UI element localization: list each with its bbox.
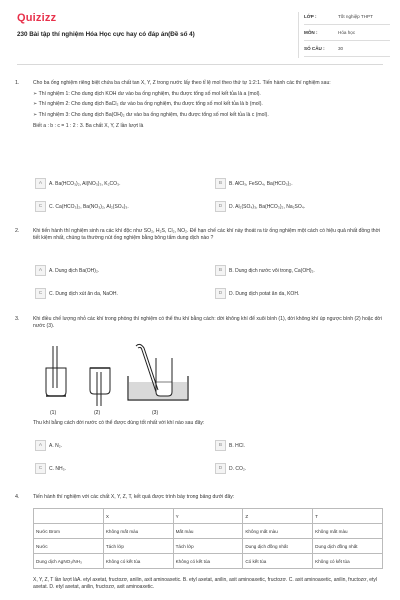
option-letter: D bbox=[215, 201, 226, 212]
table-row bbox=[34, 539, 383, 554]
option-text: A. N₂. bbox=[49, 442, 63, 449]
option-text: A. Dung dịch Ba(OH)₂. bbox=[49, 267, 100, 274]
option-d[interactable] bbox=[215, 201, 385, 212]
apparatus-label-2: (2) bbox=[94, 410, 101, 416]
option-text: A. Ba(HCO₃)₂, Al(NO₃)₃, K₂CO₃. bbox=[49, 180, 121, 187]
option-b[interactable] bbox=[215, 178, 385, 189]
table-row bbox=[34, 524, 383, 539]
question-4-answers: X, Y, Z, T lần lượt làA. etyl axetat, fructozơ, anilin, axit aminoaxetic. B. etyl axetat, anilin, axit aminoaxetic, fructozơ. C. axit aminoaxetic, anilin, fructozơ, etyl axetat. D. etyl axetat, anilin, fructozơ, axit aminoaxetic. bbox=[33, 577, 378, 591]
header-rule bbox=[17, 64, 383, 65]
question-prompt: Thu khí bằng cách dời nước có thể được dùng tốt nhất với khí nào sau đây: bbox=[33, 420, 205, 426]
class-label: LỚP : bbox=[304, 14, 317, 19]
option-letter: B bbox=[215, 178, 226, 189]
subject-label: MÔN : bbox=[304, 30, 318, 35]
option-b[interactable] bbox=[215, 265, 385, 276]
question-number: 4. bbox=[15, 494, 20, 500]
apparatus-2 bbox=[90, 368, 110, 406]
experiment-2: ➢ Thí nghiệm 2: Cho dung dịch BaCl₂ dư vào ba ống nghiệm, thu được tổng số mol kết tủa là b (mol). bbox=[33, 101, 263, 108]
table-cell: X bbox=[103, 509, 173, 524]
table-cell: Tách lớp bbox=[173, 539, 243, 554]
apparatus-label-3: (3) bbox=[152, 410, 159, 416]
option-d[interactable] bbox=[215, 463, 385, 474]
apparatus-3 bbox=[128, 344, 188, 400]
option-text: D. Al₂(SO₄)₃, Ba(HCO₃)₂, Na₂SO₄. bbox=[229, 203, 306, 210]
worksheet-title: 230 Bài tập thí nghiệm Hóa Học cực hay có đáp án(Đề số 4) bbox=[17, 31, 195, 38]
table-cell: Mất màu bbox=[173, 524, 243, 539]
option-text: B. AlCl₃, FeSO₄, Ba(HCO₃)₂. bbox=[229, 180, 293, 187]
table-cell: Không có kết tủa bbox=[173, 554, 243, 569]
option-letter: C bbox=[35, 201, 46, 212]
experiment-1: ➢ Thí nghiệm 1: Cho dung dịch KOH dư vào ba ống nghiệm, thu được tổng số mol kết tủa là a (mol). bbox=[33, 90, 261, 97]
header-divider bbox=[298, 12, 299, 58]
table-cell: Nước bbox=[34, 539, 104, 554]
question-text bbox=[33, 80, 383, 134]
question-number: 1. bbox=[15, 80, 20, 86]
question-1 bbox=[15, 80, 385, 215]
table-cell: Không mất màu bbox=[103, 524, 173, 539]
option-text: C. Dung dịch xút ăn da, NaOH. bbox=[49, 290, 118, 297]
apparatus-1 bbox=[46, 346, 66, 396]
table-cell: T bbox=[313, 509, 383, 524]
option-text: D. Dung dịch potat ăn da, KOH. bbox=[229, 290, 300, 297]
question-4 bbox=[15, 494, 385, 508]
option-letter: A bbox=[35, 265, 46, 276]
question-stem: Khi điều chế lượng nhỏ các khí trong phòng thí nghiệm có thể thu khí bằng cách: dời không khí để xuôi bình (1), dời không khí úp ngược bình (2) hoặc dời nước (3). bbox=[33, 316, 382, 330]
option-text: C. NH₃. bbox=[49, 465, 67, 472]
option-letter: D bbox=[215, 463, 226, 474]
table-cell: Có kết tủa bbox=[243, 554, 313, 569]
table-cell: Không mất màu bbox=[243, 524, 313, 539]
table-cell: Dung dịch AgNO₃/NH₃ bbox=[34, 554, 104, 569]
results-table bbox=[33, 508, 383, 569]
table-cell: Z bbox=[243, 509, 313, 524]
option-letter: B bbox=[215, 440, 226, 451]
option-letter: D bbox=[215, 288, 226, 299]
option-c[interactable] bbox=[35, 288, 205, 299]
table-cell: Không có kết tủa bbox=[103, 554, 173, 569]
option-letter: C bbox=[35, 288, 46, 299]
option-d[interactable] bbox=[215, 288, 385, 299]
option-text: B. HCl. bbox=[229, 442, 245, 449]
meta-rule bbox=[304, 40, 390, 41]
count-value: 30 bbox=[338, 46, 344, 51]
table-cell: Không mất màu bbox=[313, 524, 383, 539]
table-cell: Y bbox=[173, 509, 243, 524]
option-text: D. CO₂. bbox=[229, 465, 247, 472]
option-text: B. Dung dịch nước vôi trong, Ca(OH)₂. bbox=[229, 267, 315, 274]
question-number: 3. bbox=[15, 316, 20, 322]
subject-value: Hóa học bbox=[338, 30, 356, 35]
meta-rule bbox=[304, 24, 390, 25]
ratio-text: Biết a : b : c = 1 : 2 : 3. Ba chất X, Y, Z lần lượt là bbox=[33, 122, 144, 129]
option-c[interactable] bbox=[35, 201, 205, 212]
meta-rule bbox=[304, 56, 390, 57]
table-row bbox=[34, 509, 383, 524]
question-number: 2. bbox=[15, 228, 20, 234]
apparatus-label-1: (1) bbox=[50, 410, 57, 416]
table-cell bbox=[34, 509, 104, 524]
option-b[interactable] bbox=[215, 440, 385, 451]
question-2 bbox=[15, 228, 385, 303]
class-value: Tốt nghiệp THPT bbox=[338, 14, 373, 19]
question-stem: Khi tiến hành thí nghiệm sinh ra các khí độc như SO₂, H₂S, Cl₂, NO₂. Để hạn chế các khí này thoát ra từ ống nghiệm một cách có hiệu quả nhất đồng thời tiết kiệm nhất, chúng ta thường nút ống nghiệm bằng bông tẩm dung dịch nào ? bbox=[33, 228, 381, 242]
option-letter: A bbox=[35, 178, 46, 189]
quizizz-logo: Quizizz bbox=[17, 12, 57, 24]
table-row bbox=[34, 554, 383, 569]
option-a[interactable] bbox=[35, 178, 205, 189]
option-text: C. Ca(HCO₃)₂, Ba(NO₃)₂, Al₂(SO₄)₃. bbox=[49, 203, 129, 210]
option-a[interactable] bbox=[35, 440, 205, 451]
option-c[interactable] bbox=[35, 463, 205, 474]
option-letter: A bbox=[35, 440, 46, 451]
table-cell: Không có kết tủa bbox=[313, 554, 383, 569]
question-stem: Tiến hành thí nghiệm với các chất X, Y, Z, T, kết quả được trình bày trong bảng dưới đây: bbox=[33, 494, 235, 500]
worksheet-header bbox=[0, 0, 400, 62]
table-cell: Tách lớp bbox=[103, 539, 173, 554]
gas-collection-apparatus-figure bbox=[40, 342, 190, 418]
table-cell: Dung dịch đồng nhất bbox=[243, 539, 313, 554]
option-letter: C bbox=[35, 463, 46, 474]
option-a[interactable] bbox=[35, 265, 205, 276]
question-stem: Cho ba ống nghiệm riêng biệt chứa ba chất tan X, Y, Z trong nước lấy theo tỉ lệ mol theo thứ tự 1:2:1. Tiến hành các thí nghiệm sau: bbox=[33, 80, 331, 86]
experiment-3: ➢ Thí nghiệm 3: Cho dung dịch Ba(OH)₂ dư vào ba ống nghiệm, thu được tổng số mol kết tủa là c (mol). bbox=[33, 112, 269, 119]
table-cell: Nước Brom bbox=[34, 524, 104, 539]
option-letter: B bbox=[215, 265, 226, 276]
table-cell: Dung dịch đồng nhất bbox=[313, 539, 383, 554]
count-label: SỐ CÂU : bbox=[304, 46, 325, 51]
